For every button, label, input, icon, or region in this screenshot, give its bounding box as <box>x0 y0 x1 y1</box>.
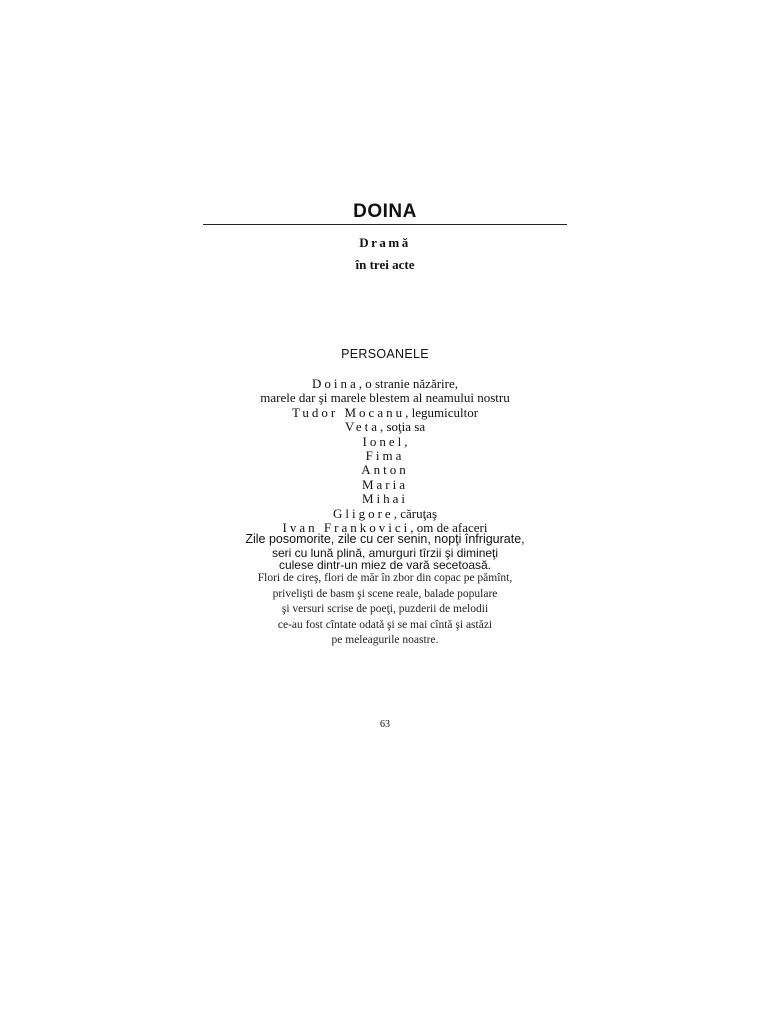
character-name: Maria <box>361 476 409 492</box>
setting-line: culese dintr-un miez de vară secetoasă. <box>278 558 492 572</box>
title-divider <box>203 224 567 225</box>
setting-line: şi versuri scrise de poeţi, puzderii de melodii <box>281 603 489 616</box>
character-entry <box>170 420 600 434</box>
character-description: , o stranie năzărire, <box>358 376 459 391</box>
character-description: , soţia sa <box>379 419 426 435</box>
character-description: , om de afaceri <box>410 520 488 536</box>
character-entry <box>170 391 600 405</box>
character-entry <box>170 435 600 449</box>
play-acts: în trei acte <box>355 257 415 272</box>
character-entry <box>170 377 600 391</box>
character-name: Gligore <box>332 505 394 521</box>
character-name: Ivan Frankovici <box>282 520 411 536</box>
play-genre: Dramă <box>359 235 411 250</box>
character-entry <box>170 492 600 506</box>
character-name: Veta <box>344 419 380 435</box>
character-description: , <box>404 433 408 449</box>
page-number: 63 <box>380 719 390 730</box>
setting-line: Zile posomorite, zile cu cer senin, nopţi înfrigurate, <box>245 532 525 546</box>
setting-line: seri cu lună plină, amurguri tîrzii şi dimineţi <box>271 546 499 560</box>
character-name: Doina <box>311 376 359 391</box>
characters-heading: PERSOANELE <box>341 347 429 361</box>
character-description: marele dar şi marele blestem al neamului nostru <box>260 390 510 406</box>
character-name: Ionel <box>362 433 405 449</box>
character-name: Fima <box>365 448 405 464</box>
character-name: Tudor Mocanu <box>291 404 406 420</box>
setting-line: pe meleagurile noastre. <box>331 634 439 647</box>
character-entry <box>170 449 600 463</box>
character-name: Anton <box>361 462 409 478</box>
character-description: , căruţaş <box>393 505 438 521</box>
setting-line: privelişti de basm şi scene reale, balade populare <box>272 587 498 600</box>
character-entry <box>170 463 600 477</box>
character-list <box>170 377 600 535</box>
character-entry <box>170 406 600 420</box>
setting-description <box>170 532 600 649</box>
setting-line: ce-au fost cîntate odată şi se mai cîntă şi astăzi <box>277 618 493 631</box>
play-title: DOINA <box>353 201 417 222</box>
character-description: , legumicultor <box>405 404 479 420</box>
character-name: Mihai <box>361 491 409 507</box>
setting-line: Flori de cireş, flori de măr în zbor din copac pe pămînt, <box>257 572 513 584</box>
character-entry <box>170 507 600 521</box>
character-entry <box>170 478 600 492</box>
